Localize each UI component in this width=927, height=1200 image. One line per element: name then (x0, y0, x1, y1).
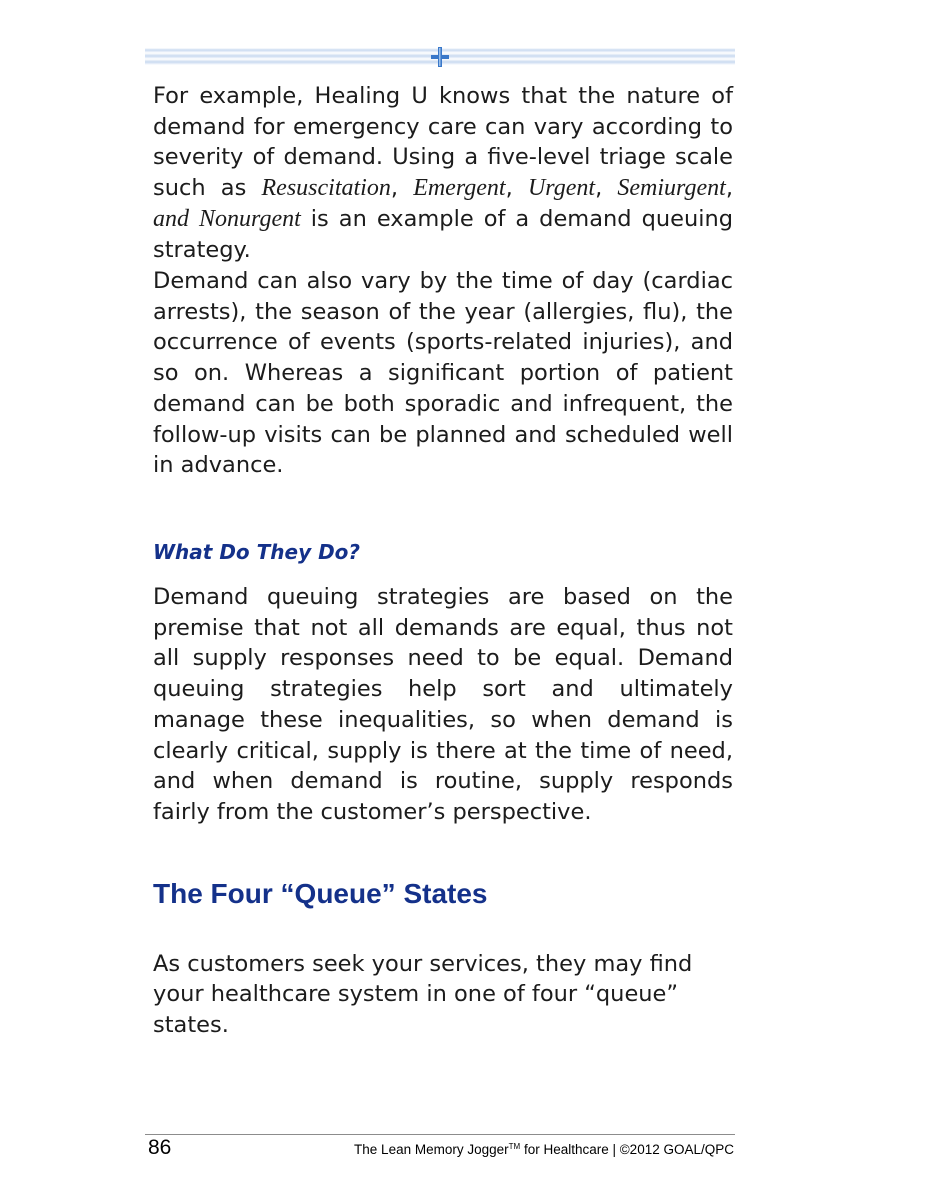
term-resuscitation: Resuscitation (261, 175, 391, 202)
page-number: 86 (148, 1136, 172, 1159)
paragraph-premise-text: Demand queuing strategies are based on the premise that not all demands are equal, thus not all supply responses need to be equal. Demand queuing strategies help sort and ultimately manage these inequalities, so when demand is clearly critical, supply is there at the time of need, and when demand is routine, supply responds fairly from the customer’s perspective. (153, 584, 733, 825)
section-heading: The Four “Queue” States (153, 878, 488, 909)
term-and: and (153, 205, 189, 232)
paragraph-premise (153, 582, 733, 828)
paragraph-queue-states-text: As customers seek your services, they may find your healthcare system in one of four “queue” states. (153, 950, 693, 1038)
footer-title (354, 1142, 734, 1157)
plus-cross-icon (429, 46, 451, 68)
footer-rule (145, 1134, 735, 1135)
term-semiurgent: Semiurgent (617, 175, 726, 202)
term-emergent: Emergent (413, 175, 506, 202)
subheading-what-they-do: What Do They Do? (153, 540, 361, 564)
term-nonurgent: Nonurgent (199, 205, 301, 232)
paragraph-demand-variation (153, 266, 733, 481)
footer-copyright: for Healthcare | ©2012 GOAL/QPC (520, 1142, 734, 1157)
paragraph-demand-variation-text: Demand can also vary by the time of day (cardiac arrests), the season of the year (allergies, flu), the occurrence of events (sports-related injuries), and so on. Whereas a significant portion of patient demand can be both sporadic and infrequent, the follow-up visits can be planned and scheduled well in advance. (153, 268, 733, 479)
paragraph-triage-tail: is an example of a demand queuing strategy. (153, 205, 734, 263)
header-decoration (145, 46, 735, 68)
term-urgent: Urgent (527, 175, 596, 202)
paragraph-queue-states (153, 926, 733, 1063)
paragraph-triage: For example, Healing U knows that the nature of demand for emergency care can vary according to severity of demand. Using a five-level triage scale such as Resuscitation, Emergent, Urgent, Semiurgent, and Nonurgent is an example of a demand queuing strategy. (153, 83, 734, 263)
paragraph-triage-lead: For example, Healing U knows that the nature of demand for emergency care can vary according to severity of demand. Using a five-level triage scale such as (153, 83, 733, 202)
footer-book-title: The Lean Memory Jogger (354, 1142, 509, 1157)
footer-trademark: TM (508, 1142, 521, 1151)
